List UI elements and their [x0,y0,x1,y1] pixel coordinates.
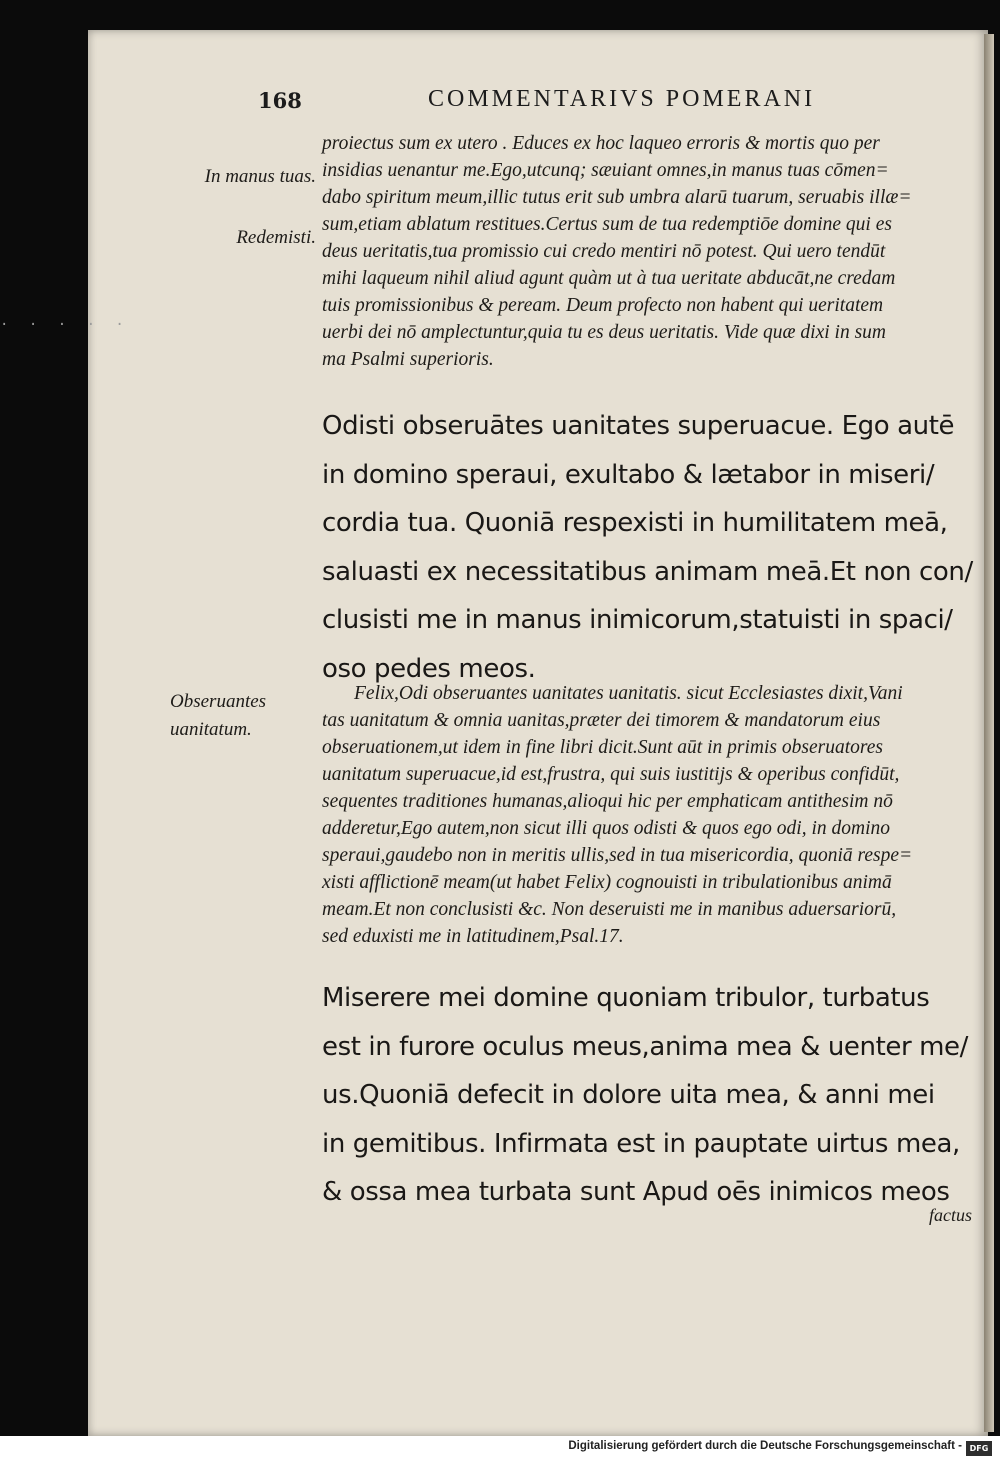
verse-line: Odisti obseruātes uanitates superuacue. Ego autē [322,411,955,441]
commentary-line: insidias uenantur me.Ego,utcunq; sæuiant omnes,in manus tuas cōmen= [322,160,889,181]
running-head: COMMENTARIVS POMERANI [428,86,816,112]
psalm-verse-block-2 [322,974,987,1217]
verse-line: oso pedes meos. [322,653,536,684]
verse-line: cordia tua. Quoniā respexisti in humilitatem meā, [322,508,948,538]
margin-note-obseruantes-line2: uanitatum. [170,719,252,740]
commentary-line: ma Psalmi superioris. [322,349,494,370]
commentary-line: xisti afflictionē meam(ut habet Felix) cognouisti in tribulationibus animā [322,872,892,893]
scan-marks: . . . . . [0,313,130,329]
verse-line: in domino speraui, exultabo & lætabor in miseri/ [322,459,935,490]
commentary-line: meam.Et non conclusisti &c. Non deseruisti me in manibus aduersariorū, [322,899,897,920]
commentary-line: sum,etiam ablatum restitues.Certus sum de tua redemptiōe domine qui es [322,214,892,235]
commentary-line: mihi laqueum nihil aliud agunt quàm ut à tua ueritate abducāt,ne credam [322,268,896,289]
funding-credit: Digitalisierung gefördert durch die Deutsche Forschungsgemeinschaft - [568,1440,962,1452]
page-number: 168 [258,88,302,113]
margin-note-in-manus: In manus tuas. [204,166,316,187]
margin-note-obseruantes-line1: Obseruantes [170,691,267,712]
verse-line: saluasti ex necessitatibus animam meā.Et non con/ [322,556,973,587]
margin-note-obseruantes [170,688,310,744]
commentary-line: tas uanitatum & omnia uanitas,præter dei timorem & mandatorum eius [322,710,881,731]
commentary-line: sequentes traditiones humanas,alioqui hic per emphaticam antithesim nō [322,791,893,812]
commentary-line: sed eduxisti me in latitudinem,Psal.17. [322,926,624,947]
footer-bar [0,1436,1000,1462]
commentary-line: proiectus sum ex utero . Educes ex hoc laqueo erroris & mortis quo per [322,133,880,154]
commentary-line: adderetur,Ego autem,non sicut illi quos odisti & quos ego odi, in domino [322,818,891,839]
verse-line: us.Quoniā defecit in dolore uita mea, & anni mei [322,1080,935,1110]
commentary-line: dabo spiritum meum,illic tutus erit sub umbra alarū tuarum, seruabis illæ= [322,187,912,208]
margin-note-redemisti: Redemisti. [236,227,316,248]
verse-line: Miserere mei domine quoniam tribulor, turbatus [322,983,930,1013]
commentary-block-2 [322,680,982,950]
dfg-logo-icon: DFG [966,1441,992,1456]
page-header [258,88,958,118]
commentary-line: uanitatum superuacue,id est,frustra, qui suis iustitijs & operibus confidūt, [322,764,900,785]
verse-line: est in furore oculus meus,anima mea & uenter me/ [322,1031,969,1062]
commentary-line: obseruationem,ut idem in fine libri dicit.Sunt aūt in primis obseruatores [322,737,883,758]
verse-line: & ossa mea turbata sunt Apud oēs inimicos meos [322,1177,950,1207]
verse-line: in gemitibus. Infirmata est in pauptate uirtus mea, [322,1128,960,1159]
commentary-line: Felix,Odi obseruantes uanitates uanitatis. sicut Ecclesiastes dixit,Vani [354,683,903,704]
commentary-line: deus ueritatis,tua promissio cui credo mentiri nō potest. Qui uero tendūt [322,241,886,262]
commentary-line: speraui,gaudebo non in meritis ullis,sed in tua misericordia, quoniā respe= [322,845,913,866]
catchword: factus [929,1205,972,1225]
verse-line: clusisti me in manus inimicorum,statuisti in spaci/ [322,605,953,635]
commentary-block-1 [322,130,982,373]
page-edge [984,34,994,1432]
commentary-line: uerbi dei nō amplectuntur,quia tu es deus ueritatis. Vide quæ dixi in sum [322,322,887,343]
psalm-verse-block-1 [322,402,987,693]
commentary-line: tuis promissionibus & peream. Deum profecto non habent qui ueritatem [322,295,884,316]
